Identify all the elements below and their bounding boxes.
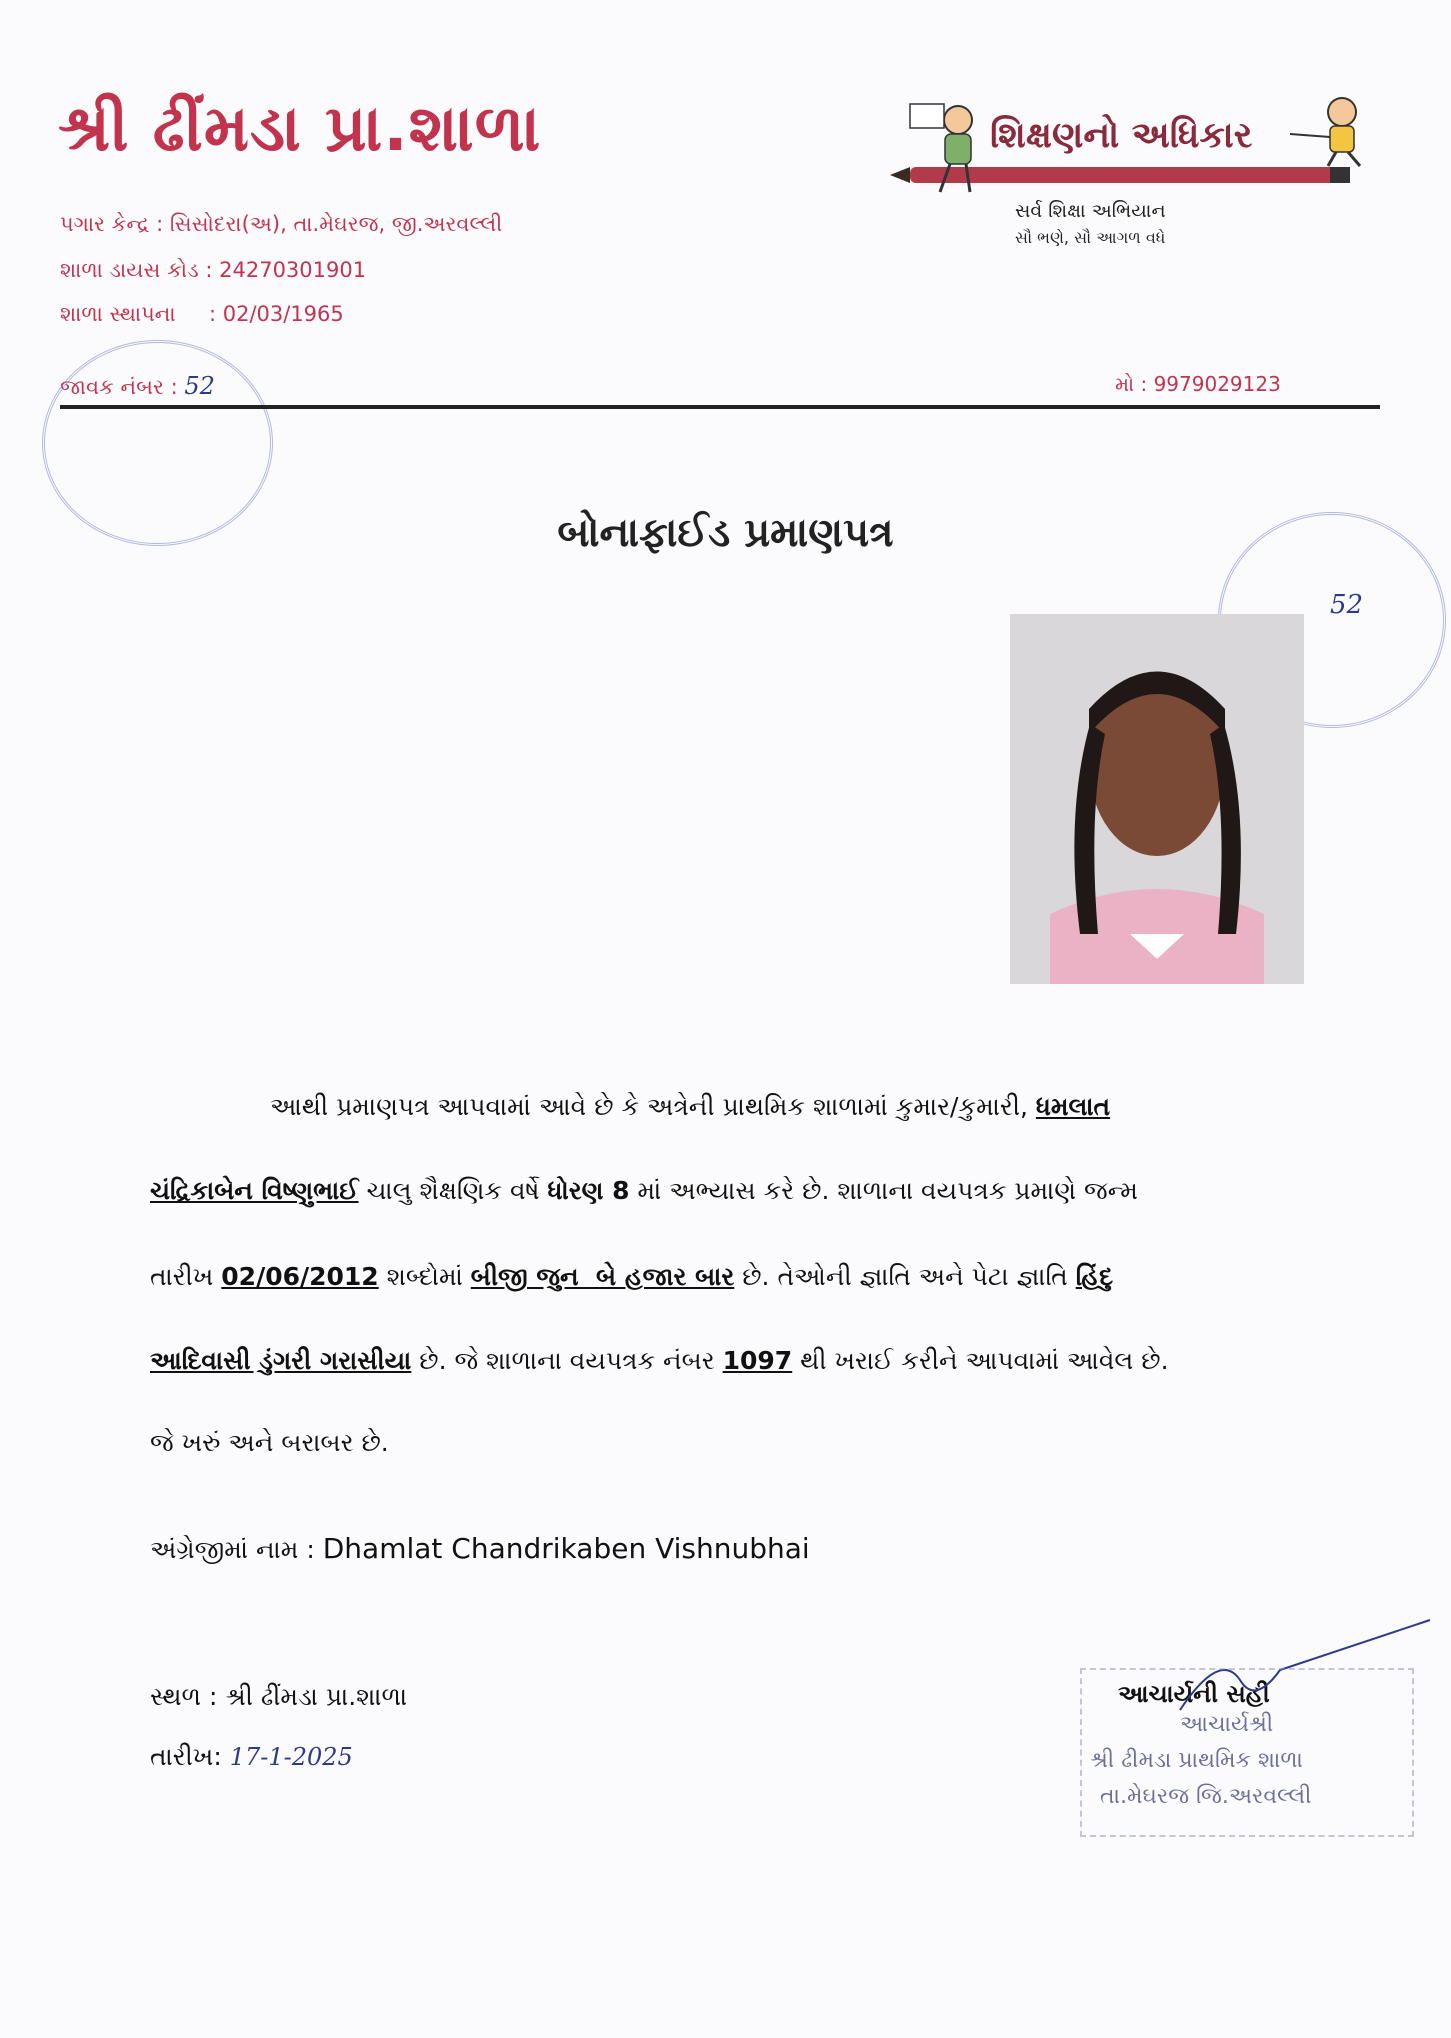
dise-code: શાળા ડાયસ કોડ : 24270301901 <box>60 258 367 282</box>
date-value: 17-1-2025 <box>229 1743 353 1771</box>
register-number: 1097 <box>722 1346 793 1375</box>
established-date: શાળા સ્થાપના : 02/03/1965 <box>60 302 344 326</box>
student-given-name: ચંદ્રિકાબેન વિષ્ણુભાઈ <box>150 1176 359 1205</box>
body-text: શબ્દોમાં <box>386 1262 463 1291</box>
body-line-1 <box>150 1092 1370 1122</box>
boy-pulling-icon <box>1290 98 1360 166</box>
dob-in-words: બીજી જુન બે હજાર બાર <box>470 1262 735 1291</box>
english-name: Dhamlat Chandrikaben Vishnubhai <box>322 1532 810 1565</box>
stamp-school: શ્રી ઢીમડા પ્રાથમિક શાળા <box>1090 1748 1303 1773</box>
body-text: છે. જે શાળાના વયપત્રક નંબર <box>419 1346 715 1375</box>
outward-value: 52 <box>184 372 215 400</box>
student-surname: ધમલાત <box>1035 1092 1111 1121</box>
body-line-3 <box>150 1262 1370 1292</box>
header-divider <box>60 405 1380 409</box>
mobile-number: મો : 9979029123 <box>1115 372 1281 396</box>
principal-signature-label: આચાર્યની સહી <box>1118 1680 1270 1708</box>
body-line-5: જે ખરું અને બરાબર છે. <box>150 1428 389 1457</box>
seal-number: 52 <box>1330 590 1364 620</box>
logo-title: શિક્ષણનો અધિકાર <box>990 115 1253 156</box>
sub-caste: આદિવાસી ડુંગરી ગરાસીયા <box>150 1346 412 1375</box>
body-line-2 <box>150 1176 1370 1206</box>
body-text: થી ખરાઈ કરીને આપવામાં આવેલ છે. <box>800 1346 1169 1375</box>
logo-subtitle: સર્વ શિક્ષા અભિયાન <box>1015 200 1166 222</box>
body-intro: આથી પ્રમાણપત્ર આપવામાં આવે છે કે અત્રેની પ્રાથમિક શાળામાં કુમાર/કુમારી, <box>270 1092 1028 1121</box>
caste: હિંદુ <box>1075 1262 1114 1291</box>
student-portrait-icon <box>1010 614 1304 984</box>
date-label: તારીખ: <box>150 1742 222 1771</box>
student-standard: ધોરણ 8 <box>547 1176 630 1205</box>
outward-label: જાવક નંબર : <box>60 375 178 399</box>
place: સ્થળ : શ્રી ઢીંમડા પ્રા.શાળા <box>150 1682 408 1711</box>
body-line-4 <box>150 1346 1370 1376</box>
body-text: છે. તેઓની જ્ઞાતિ અને પેટા જ્ઞાતિ <box>742 1262 1068 1291</box>
pagar-kendra: પગાર કેન્દ્ર : સિસોદરા(અ), તા.મેઘરજ, જી.અરવલ્લી <box>60 212 503 236</box>
english-name-line <box>150 1532 1370 1566</box>
school-name: શ્રી ઢીંમડા પ્રા.શાળા <box>58 92 542 166</box>
logo-tagline: સૌ ભણે, સૌ આગળ વધે <box>1015 228 1166 247</box>
stamp-address: તા.મેઘરજ જિ.અરવલ્લી <box>1100 1784 1312 1809</box>
stamp-principal: આચાર્યશ્રી <box>1180 1712 1274 1737</box>
body-text: માં અભ્યાસ કરે છે. શાળાના વયપત્રક પ્રમાણે જન્મ <box>637 1176 1138 1205</box>
date-of-birth: 02/06/2012 <box>221 1262 379 1291</box>
english-name-label: અંગ્રેજીમાં નામ : <box>150 1535 315 1564</box>
document-title: બોનાફાઈડ પ્રમાણપત્ર <box>557 510 894 556</box>
body-text: તારીખ <box>150 1262 214 1291</box>
student-photo <box>1010 614 1304 984</box>
body-text: ચાલુ શૈક્ષણિક વર્ષે <box>366 1176 540 1205</box>
pencil-icon <box>890 167 1350 183</box>
